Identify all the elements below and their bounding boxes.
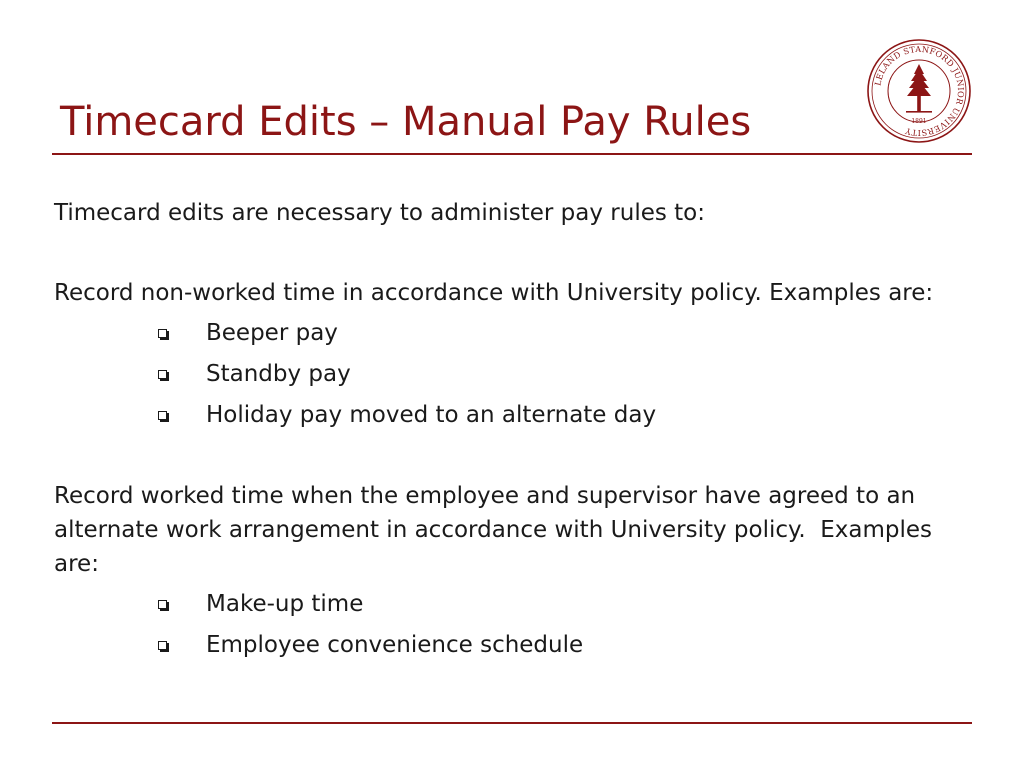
slide-body <box>54 196 954 669</box>
list-item: Holiday pay moved to an alternate day <box>54 398 954 439</box>
list-item: Employee convenience schedule <box>54 628 954 669</box>
svg-text:1891: 1891 <box>911 118 927 125</box>
checkbox-bullet-icon <box>158 641 167 650</box>
section1-list <box>54 316 954 439</box>
slide-title: Timecard Edits – Manual Pay Rules <box>60 99 752 145</box>
stanford-seal-logo <box>866 38 972 144</box>
checkbox-bullet-icon <box>158 329 167 338</box>
checkbox-bullet-icon <box>158 600 167 609</box>
list-item: Standby pay <box>54 357 954 398</box>
intro-text: Timecard edits are necessary to administer pay rules to: <box>54 200 706 226</box>
svg-text:LELAND STANFORD JUNIOR UNIVERS: LELAND STANFORD JUNIOR UNIVERSITY <box>872 43 967 139</box>
section1-text: Record non-worked time in accordance with University policy. Examples are: <box>54 280 934 306</box>
section2-text: Record worked time when the employee and supervisor have agreed to an alternate work arrangement in accordance with University policy. Examples are: <box>54 483 933 577</box>
footer-divider <box>52 722 972 724</box>
list-item: Make-up time <box>54 587 954 628</box>
section2-list <box>54 587 954 669</box>
list-item: Beeper pay <box>54 316 954 357</box>
checkbox-bullet-icon <box>158 411 167 420</box>
checkbox-bullet-icon <box>158 370 167 379</box>
title-divider <box>52 153 972 155</box>
